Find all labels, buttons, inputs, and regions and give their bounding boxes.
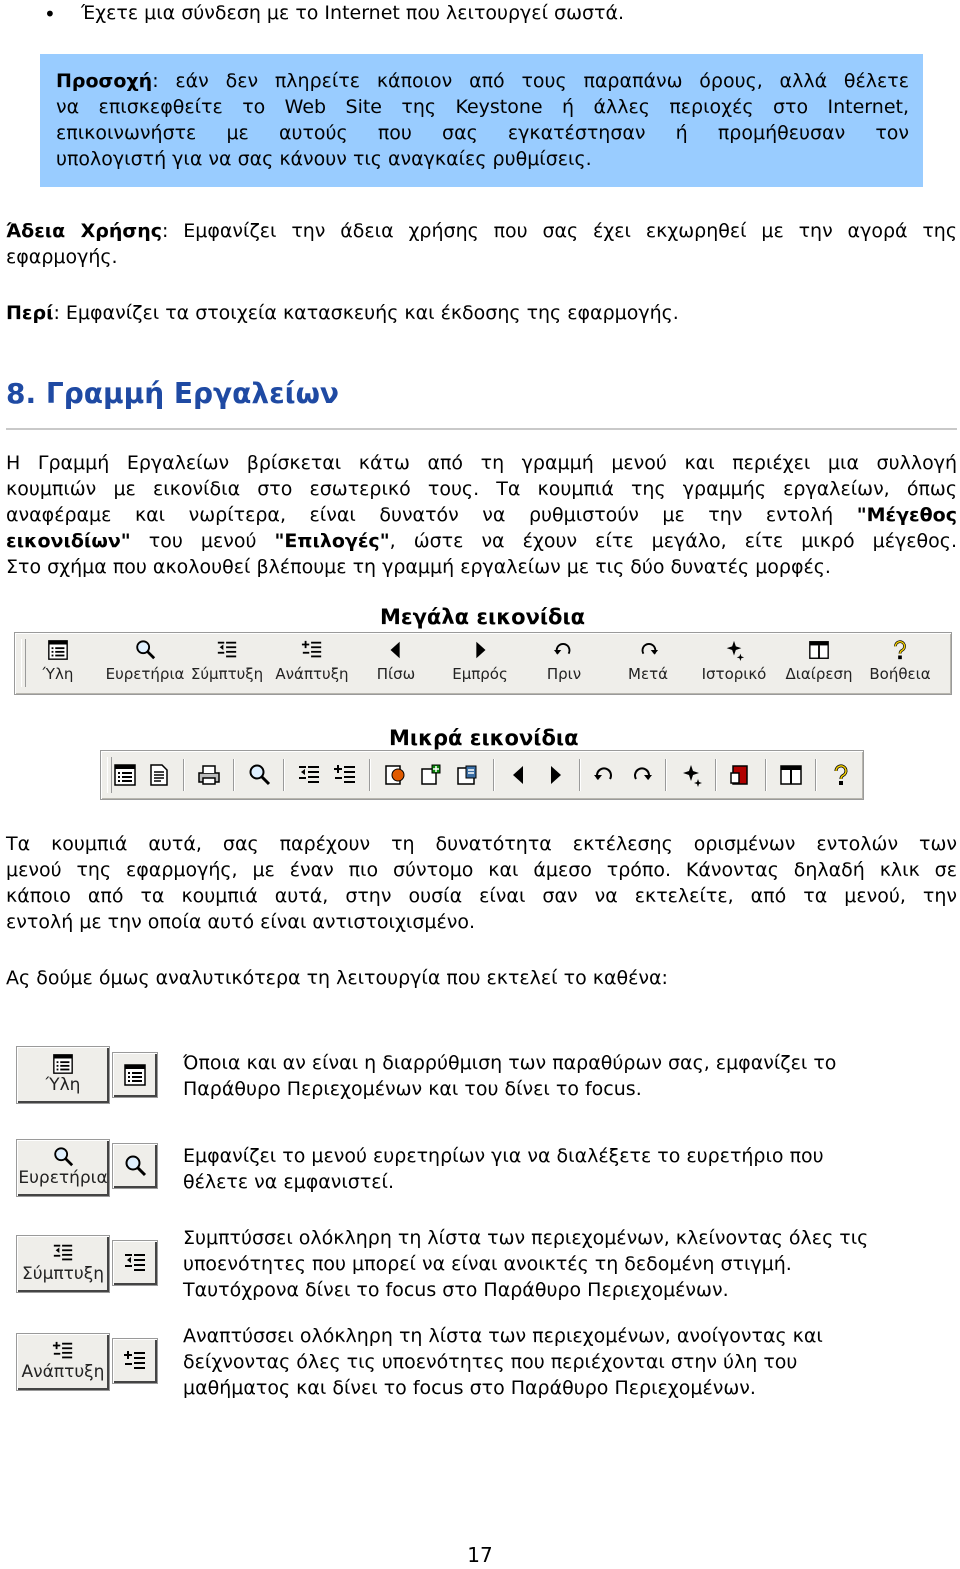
large-btn-help[interactable] bbox=[867, 639, 933, 689]
desc-index-line-1: Εμφανίζει το μενού ευρετηρίων για να διαλέξετε το ευρετήριο που bbox=[183, 1145, 824, 1167]
collapse-icon bbox=[51, 1242, 75, 1264]
intro-line-4 bbox=[6, 528, 957, 554]
large-btn-collapse-label: Σύμπτυξη bbox=[190, 665, 264, 683]
about-text: : Εμφανίζει τα στοιχεία κατασκευής και έκδοσης της εφαρμογής. bbox=[53, 302, 679, 324]
collapse-icon bbox=[123, 1251, 147, 1275]
forward-arrow-icon bbox=[469, 639, 491, 661]
help-icon bbox=[889, 639, 911, 661]
page-number: 17 bbox=[467, 1543, 493, 1567]
large-btn-expand[interactable] bbox=[273, 639, 351, 689]
large-btn-previous-label: Πριν bbox=[546, 665, 582, 683]
big-button-expand-label: Ανάπτυξη bbox=[21, 1362, 105, 1382]
large-btn-toc[interactable] bbox=[37, 639, 79, 689]
toolbar-separator bbox=[369, 759, 371, 791]
desc-index-line-2: θέλετε να εμφανιστεί. bbox=[183, 1171, 395, 1193]
toolbar-separator bbox=[183, 759, 185, 791]
intro-line-4-mid: του μενού bbox=[130, 530, 275, 552]
split-window-icon[interactable] bbox=[779, 763, 803, 787]
redo-arrow-icon bbox=[637, 639, 659, 661]
intro-line-1: Η Γραμμή Εργαλείων βρίσκεται κάτω από τη γραμμή μενού και περιέχει μια συλλογή bbox=[6, 452, 957, 474]
toc-icon bbox=[123, 1063, 147, 1087]
intro-line-3 bbox=[6, 502, 957, 528]
large-btn-split-label: Διαίρεση bbox=[785, 665, 853, 683]
desc-expand-line-1: Αναπτύσσει ολόκληρη τη λίστα των περιεχομένων, ανοίγοντας και bbox=[183, 1325, 823, 1347]
bullet-dot: • bbox=[44, 2, 56, 26]
intro-line-4-bold2: "Επιλογές" bbox=[274, 530, 390, 552]
note-line-4: υπολογιστή για να σας κάνουν τις αναγκαίες ρυθμίσεις. bbox=[56, 148, 592, 170]
toolbar-handle[interactable] bbox=[21, 639, 26, 687]
large-toolbar-caption: Μεγάλα εικονίδια bbox=[380, 605, 586, 629]
desc-collapse-line-2: υποενότητες που μπορεί να είναι ανοικτές τη δεδομένη στιγμή. bbox=[183, 1253, 792, 1275]
large-toolbar bbox=[14, 632, 952, 695]
collapse-icon bbox=[216, 639, 238, 661]
big-button-index[interactable] bbox=[16, 1139, 110, 1197]
big-button-toc-label: Ύλη bbox=[45, 1075, 81, 1095]
desc-toc-line-2: Παράθυρο Περιεχομένων και του δίνει το focus. bbox=[183, 1078, 642, 1100]
note-line-2: να επισκεφθείτε το Web Site της Keystone ή άλλες περιοχές στο Internet, bbox=[56, 96, 909, 118]
desc-collapse-line-3: Ταυτόχρονα δίνει το focus στο Παράθυρο Περιεχομένων. bbox=[183, 1279, 729, 1301]
para2-line-3: κάποιο από τα κουμπιά αυτά, στην ουσία είναι σαν να εκτελείτε, από τα μενού, την bbox=[6, 885, 957, 907]
note-line-1 bbox=[56, 68, 909, 94]
large-btn-forward[interactable] bbox=[447, 639, 513, 689]
section-rule bbox=[6, 428, 957, 430]
large-btn-history[interactable] bbox=[695, 639, 773, 689]
search-icon[interactable] bbox=[247, 763, 271, 787]
para2-line-1: Τα κουμπιά αυτά, σας παρέχουν τη δυνατότητα εκτέλεσης ορισμένων εντολών των bbox=[6, 833, 957, 855]
para2-line-2: μενού της εφαρμογής, με έναν πιο σύντομο και άμεσο τρόπο. Κάνοντας δηλαδή κλικ σε bbox=[6, 859, 957, 881]
license-label: Άδεια Χρήσης bbox=[6, 220, 163, 242]
large-btn-split[interactable] bbox=[781, 639, 857, 689]
small-button-expand[interactable] bbox=[112, 1338, 158, 1384]
toolbar-separator bbox=[283, 759, 285, 791]
document-blue-icon[interactable] bbox=[455, 763, 479, 787]
toolbar-separator bbox=[233, 759, 235, 791]
section-heading: 8. Γραμμή Εργαλείων bbox=[6, 377, 339, 410]
intro-line-3-text: αναφέραμε και νωρίτερα, είναι δυνατόν να ρυθμιστούν με την εντολή bbox=[6, 504, 834, 526]
toolbar-separator bbox=[579, 759, 581, 791]
small-button-toc[interactable] bbox=[112, 1052, 158, 1098]
large-btn-index-label: Ευρετήρια bbox=[105, 665, 185, 683]
large-btn-back-label: Πίσω bbox=[376, 665, 416, 683]
search-icon bbox=[134, 639, 156, 661]
large-btn-history-label: Ιστορικό bbox=[701, 665, 767, 683]
small-button-collapse[interactable] bbox=[112, 1240, 158, 1286]
lead-text: Ας δούμε όμως αναλυτικότερα τη λειτουργία που εκτελεί το καθένα: bbox=[6, 967, 668, 989]
large-btn-back[interactable] bbox=[371, 639, 421, 689]
note-label: Προσοχή bbox=[56, 70, 153, 92]
toolbar-separator bbox=[815, 759, 817, 791]
large-btn-collapse[interactable] bbox=[189, 639, 265, 689]
big-button-index-label: Ευρετήρια bbox=[18, 1168, 108, 1188]
toc-icon[interactable] bbox=[113, 763, 137, 787]
search-icon bbox=[51, 1146, 75, 1168]
forward-arrow-icon[interactable] bbox=[543, 763, 567, 787]
license-line-2: εφαρμογής. bbox=[6, 246, 118, 268]
toolbar-separator bbox=[715, 759, 717, 791]
toolbar-separator bbox=[765, 759, 767, 791]
document-orange-icon[interactable] bbox=[383, 763, 407, 787]
document-green-icon[interactable] bbox=[419, 763, 443, 787]
search-icon bbox=[123, 1154, 147, 1178]
big-button-collapse[interactable] bbox=[16, 1235, 110, 1293]
intro-line-2: κουμπιών με εικονίδια στο εσωτερικό τους. Τα κουμπιά της γραμμής εργαλείων, όπως bbox=[6, 478, 957, 500]
expand-icon[interactable] bbox=[333, 763, 357, 787]
intro-line-5: Στο σχήμα που ακολουθεί βλέπουμε τη γραμμή εργαλείων με τις δύο δυνατές μορφές. bbox=[6, 556, 831, 578]
large-btn-next[interactable] bbox=[623, 639, 673, 689]
expand-icon bbox=[123, 1349, 147, 1373]
history-sparkle-icon bbox=[723, 639, 745, 661]
large-btn-help-label: Βοήθεια bbox=[869, 665, 931, 683]
intro-line-3-bold: "Μέγεθος bbox=[856, 504, 957, 526]
large-btn-toc-label: Ύλη bbox=[42, 665, 74, 683]
large-btn-forward-label: Εμπρός bbox=[452, 665, 508, 683]
about-line bbox=[6, 300, 679, 326]
desc-expand-line-3: μαθήματος και δίνει το focus στο Παράθυρο Περιεχομένων. bbox=[183, 1377, 756, 1399]
intro-line-4-bold: εικονιδίων" bbox=[6, 530, 131, 552]
note-line-3: επικοινωνήστε με αυτούς που σας εγκατέστησαν ή προμήθευσαν τον bbox=[56, 122, 909, 144]
expand-icon bbox=[301, 639, 323, 661]
redo-arrow-icon[interactable] bbox=[629, 763, 653, 787]
undo-arrow-icon[interactable] bbox=[593, 763, 617, 787]
help-icon[interactable] bbox=[829, 763, 853, 787]
large-btn-previous[interactable] bbox=[541, 639, 587, 689]
expand-icon bbox=[51, 1340, 75, 1362]
toc-icon bbox=[47, 639, 69, 661]
book-icon[interactable] bbox=[729, 763, 753, 787]
small-toolbar-handle[interactable] bbox=[107, 757, 112, 793]
collapse-icon[interactable] bbox=[297, 763, 321, 787]
small-button-index[interactable] bbox=[112, 1143, 158, 1189]
print-icon[interactable] bbox=[197, 763, 221, 787]
large-btn-next-label: Μετά bbox=[628, 665, 668, 683]
desc-toc-line-1: Όποια και αν είναι η διαρρύθμιση των παραθύρων σας, εμφανίζει το bbox=[183, 1052, 837, 1074]
large-btn-index[interactable] bbox=[103, 639, 187, 689]
history-sparkle-icon[interactable] bbox=[679, 763, 703, 787]
small-toolbar-caption: Μικρά εικονίδια bbox=[389, 726, 579, 750]
big-button-expand[interactable] bbox=[16, 1333, 110, 1391]
note-line-1-text: : εάν δεν πληρείτε κάποιον από τους παραπάνω όρους, αλλά θέλετε bbox=[152, 70, 909, 92]
bullet-text: Έχετε μια σύνδεση με το Internet που λειτουργεί σωστά. bbox=[81, 2, 625, 24]
big-button-toc[interactable] bbox=[16, 1046, 110, 1104]
license-line-1 bbox=[6, 218, 957, 244]
para2-line-4: εντολή με την οποία αυτό είναι αντιστοιχισμένο. bbox=[6, 911, 476, 933]
toc-icon bbox=[51, 1053, 75, 1075]
desc-expand-line-2: δείχνοντας όλες τις υποενότητες που περιέχονται στην ύλη του bbox=[183, 1351, 798, 1373]
toolbar-separator bbox=[493, 759, 495, 791]
note-box bbox=[40, 54, 923, 187]
desc-collapse-line-1: Συμπτύσσει ολόκληρη τη λίστα των περιεχομένων, κλείνοντας όλες τις bbox=[183, 1227, 869, 1249]
toolbar-separator bbox=[665, 759, 667, 791]
small-toolbar bbox=[100, 750, 864, 800]
split-window-icon bbox=[808, 639, 830, 661]
big-button-collapse-label: Σύμπτυξη bbox=[22, 1264, 104, 1284]
about-label: Περί bbox=[6, 302, 54, 324]
page-icon[interactable] bbox=[147, 763, 171, 787]
license-text: : Εμφανίζει την άδεια χρήσης που σας έχει εκχωρηθεί με την αγορά της bbox=[162, 220, 957, 242]
large-btn-expand-label: Ανάπτυξη bbox=[275, 665, 349, 683]
undo-arrow-icon bbox=[553, 639, 575, 661]
intro-line-4-end: , ώστε να έχουν είτε μεγάλο, είτε μικρό μέγεθος. bbox=[389, 530, 957, 552]
back-arrow-icon[interactable] bbox=[507, 763, 531, 787]
back-arrow-icon bbox=[385, 639, 407, 661]
